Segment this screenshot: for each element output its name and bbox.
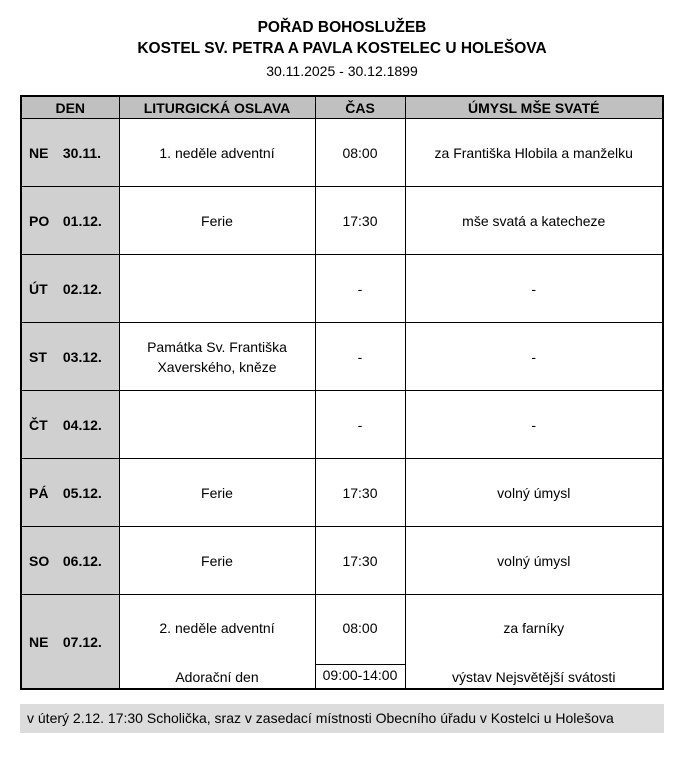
day-cell: [21, 119, 119, 187]
time-cell: -: [315, 391, 405, 459]
time-cell: 17:30: [315, 187, 405, 255]
header-row: [21, 96, 663, 119]
day-abbr: NE: [29, 633, 49, 650]
day-date: 04.12.: [62, 416, 102, 433]
doc-subtitle: KOSTEL SV. PETRA A PAVLA KOSTELEC U HOLEŠOVA: [137, 39, 547, 57]
celebration-cell: 1. neděle adventní: [119, 119, 315, 187]
day-cell: [21, 527, 119, 595]
day-abbr: SO: [29, 552, 50, 569]
celebration-cell: Ferie: [119, 527, 315, 595]
table-body: [21, 119, 663, 689]
time-line-2: 09:00-14:00: [316, 664, 405, 688]
table-header: [21, 96, 663, 119]
day-abbr: PÁ: [29, 484, 49, 501]
time-cell: 17:30: [315, 459, 405, 527]
celebration-cell: Ferie: [119, 459, 315, 527]
day-date: 03.12.: [62, 348, 102, 365]
time-cell: [315, 595, 405, 689]
day-cell: [21, 255, 119, 323]
intention-stack: [406, 595, 663, 687]
time-cell: -: [315, 323, 405, 391]
table-row: [21, 459, 663, 527]
celebration-line-1: 2. neděle adventní: [159, 620, 275, 637]
col-header-den: DEN: [21, 96, 119, 119]
day-date: 06.12.: [62, 552, 102, 569]
celebration-line-2: Adorační den: [175, 668, 259, 685]
celebration-cell: [119, 595, 315, 689]
table-row: [21, 255, 663, 323]
celebration-cell: Památka Sv. Františka Xaverského, kněze: [119, 323, 315, 391]
intention-cell: za Františka Hlobila a manželku: [405, 119, 663, 187]
celebration-stack: [120, 595, 315, 687]
day-date: 02.12.: [62, 280, 102, 297]
table-row: [21, 527, 663, 595]
day-date: 01.12.: [62, 212, 102, 229]
celebration-cell: [119, 391, 315, 459]
day-cell: [21, 391, 119, 459]
table-row: [21, 391, 663, 459]
intention-cell: mše svatá a katecheze: [405, 187, 663, 255]
table-row: [21, 119, 663, 187]
footer-note: v úterý 2.12. 17:30 Scholička, sraz v zasedací místnosti Obecního úřadu v Kostelci u Holešova: [20, 704, 664, 733]
schedule-table: [20, 95, 664, 690]
day-cell: [21, 323, 119, 391]
day-abbr: NE: [29, 144, 49, 161]
col-header-umysl: ÚMYSL MŠE SVATÉ: [405, 96, 663, 119]
intention-line-1: za farníky: [503, 620, 565, 637]
time-stack: [316, 595, 405, 687]
table-row: [21, 323, 663, 391]
time-cell: -: [315, 255, 405, 323]
doc-title: POŘAD BOHOSLUŽEB: [257, 19, 427, 36]
col-header-liturgicka-oslava: LITURGICKÁ OSLAVA: [119, 96, 315, 119]
celebration-cell: [119, 255, 315, 323]
intention-cell: [405, 595, 663, 689]
day-abbr: ST: [29, 348, 47, 365]
intention-cell: -: [405, 323, 663, 391]
intention-cell: -: [405, 255, 663, 323]
table-row: [21, 187, 663, 255]
doc-header: [20, 18, 664, 79]
day-abbr: ČT: [29, 416, 48, 433]
intention-line-2: výstav Nejsvětější svátosti: [452, 668, 616, 685]
day-cell: [21, 595, 119, 689]
col-header-cas: ČAS: [315, 96, 405, 119]
intention-cell: -: [405, 391, 663, 459]
day-date: 07.12.: [62, 633, 102, 650]
day-abbr: ÚT: [29, 280, 48, 297]
time-cell: 08:00: [315, 119, 405, 187]
day-date: 30.11.: [62, 144, 102, 161]
day-abbr: PO: [29, 212, 50, 229]
celebration-cell: Ferie: [119, 187, 315, 255]
day-date: 05.12.: [62, 484, 102, 501]
time-cell: 17:30: [315, 527, 405, 595]
time-line-1: 08:00: [342, 620, 378, 637]
intention-cell: volný úmysl: [405, 459, 663, 527]
day-cell: [21, 187, 119, 255]
table-row: [21, 595, 663, 689]
intention-cell: volný úmysl: [405, 527, 663, 595]
doc-date-range: 30.11.2025 - 30.12.1899: [266, 62, 418, 79]
day-cell: [21, 459, 119, 527]
